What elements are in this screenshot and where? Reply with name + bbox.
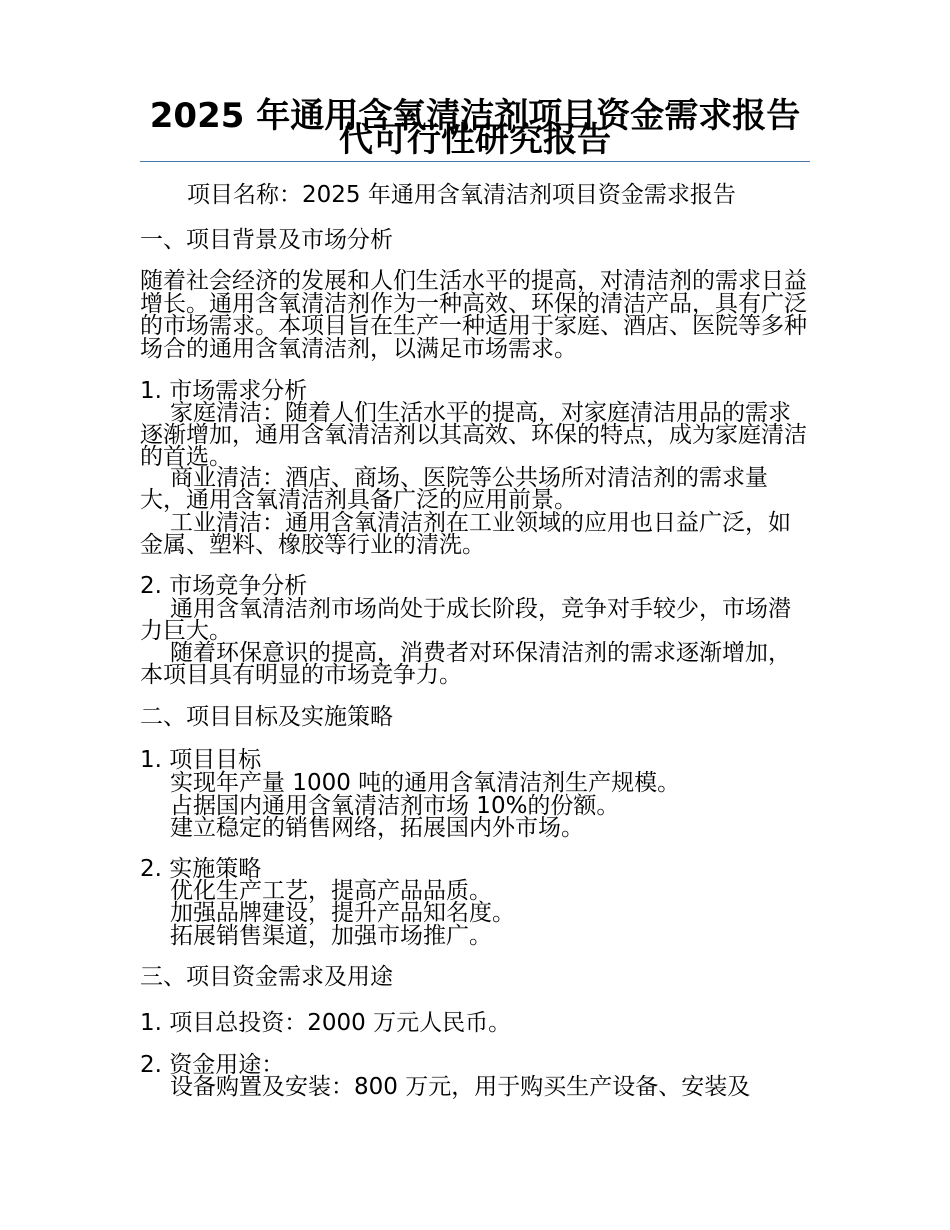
section2-sub2-heading: 2. 实施策略 xyxy=(140,856,262,882)
project-goal-item: 实现年产量 1000 吨的通用含氧清洁剂生产规模。 xyxy=(170,770,681,796)
section1-sub2-heading: 2. 市场竞争分析 xyxy=(140,573,308,599)
section2-sub1-heading: 1. 项目目标 xyxy=(140,747,262,773)
section1-sub1-heading: 1. 市场需求分析 xyxy=(140,378,308,404)
fund-usage-heading: 2. 资金用途： xyxy=(140,1052,285,1078)
market-competition-item: 通用含氧清洁剂市场尚处于成长阶段，竞争对手较少，市场潜力巨大。 xyxy=(140,596,791,644)
market-demand-item: 商业清洁：酒店、商场、医院等公共场所对清洁剂的需求量大，通用含氧清洁剂具备广泛的应用前景。 xyxy=(140,465,768,513)
section-heading-2: 二、项目目标及实施策略 xyxy=(140,704,393,730)
strategy-item: 优化生产工艺，提高产品品质。 xyxy=(170,878,492,904)
project-goal-item: 建立稳定的销售网络，拓展国内外市场。 xyxy=(170,815,584,841)
strategy-item: 加强品牌建设，提升产品知名度。 xyxy=(170,900,515,926)
market-demand-item: 家庭清洁：随着人们生活水平的提高，对家庭清洁用品的需求逐渐增加，通用含氧清洁剂以其高效、环保的特点，成为家庭清洁的首选。 xyxy=(140,400,807,470)
document-title: 2025 年通用含氧清洁剂项目资金需求报告代可行性研究报告 xyxy=(149,96,801,160)
fund-usage-item: 设备购置及安装：800 万元，用于购买生产设备、安装及 xyxy=(170,1074,751,1100)
title-divider xyxy=(140,161,810,162)
section1-intro-paragraph: 随着社会经济的发展和人们生活水平的提高，对清洁剂的需求日益增长。通用含氧清洁剂作为一种高效、环保的清洁产品，具有广泛的市场需求。本项目旨在生产一种适用于家庭、酒店、医院等多种场合的通用含氧清洁剂，以满足市场需求。 xyxy=(140,268,807,362)
project-goal-item: 占据国内通用含氧清洁剂市场 10%的份额。 xyxy=(170,793,620,819)
total-investment-line: 1. 项目总投资：2000 万元人民币。 xyxy=(140,1010,512,1036)
project-name: 项目名称：2025 年通用含氧清洁剂项目资金需求报告 xyxy=(187,182,736,208)
section-heading-1: 一、项目背景及市场分析 xyxy=(140,227,393,253)
strategy-item: 拓展销售渠道，加强市场推广。 xyxy=(170,923,492,949)
market-competition-item: 随着环保意识的提高，消费者对环保清洁剂的需求逐渐增加，本项目具有明显的市场竞争力。 xyxy=(140,640,791,688)
section-heading-3: 三、项目资金需求及用途 xyxy=(140,964,393,990)
market-demand-item: 工业清洁：通用含氧清洁剂在工业领域的应用也日益广泛，如金属、塑料、橡胶等行业的清洗。 xyxy=(140,510,791,558)
